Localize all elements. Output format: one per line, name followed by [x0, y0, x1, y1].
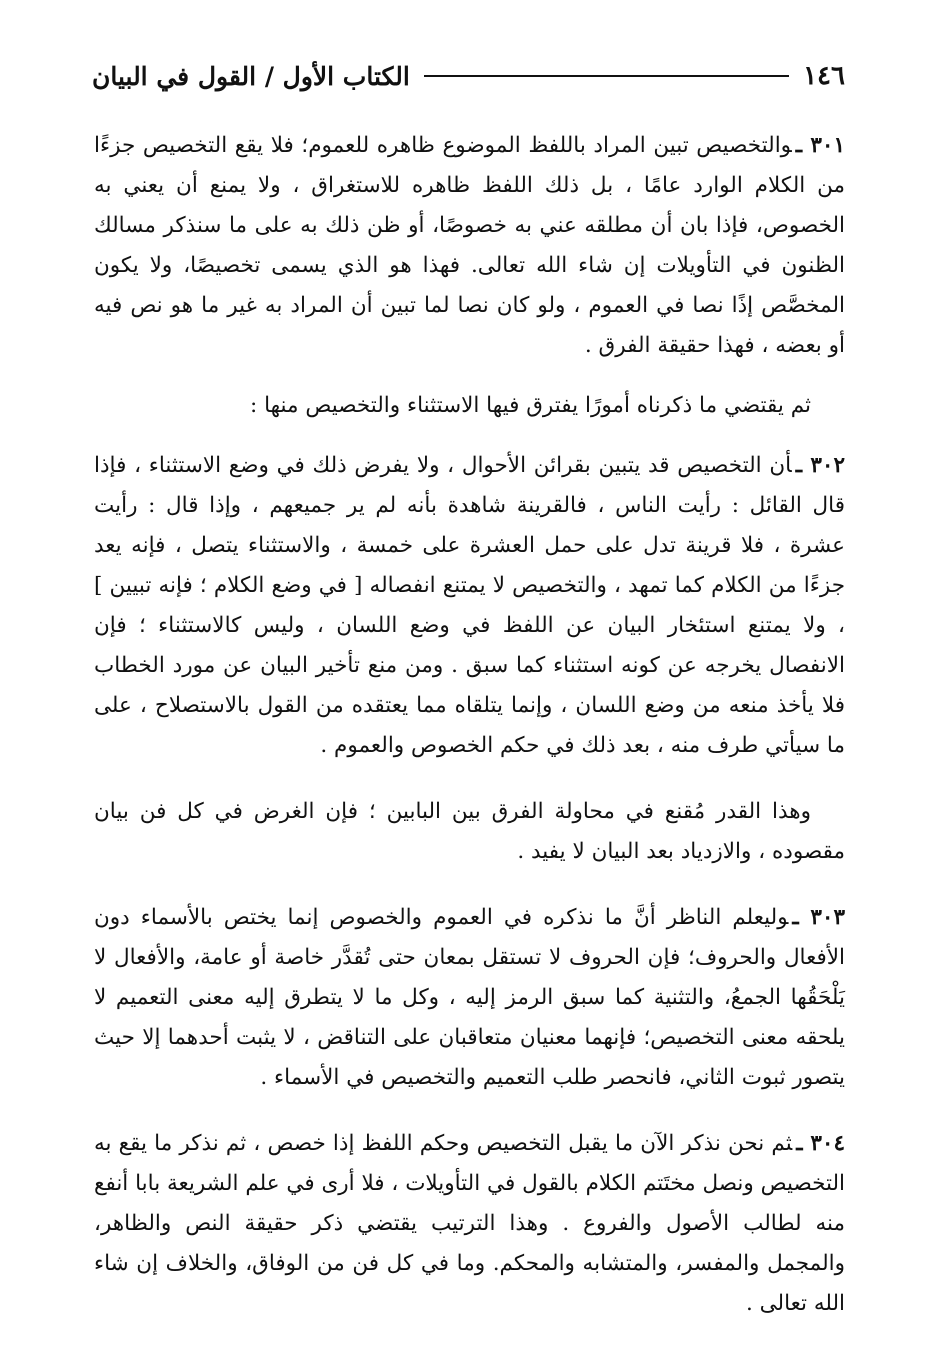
- page-body: [94, 126, 845, 1324]
- paragraph-number: ٣٠٤ ـ: [796, 1131, 845, 1156]
- paragraph-text: ثم يقتضي ما ذكرناه أمورًا يفترق فيها الاستثناء والتخصيص منها :: [250, 393, 811, 418]
- header-rule: [424, 75, 789, 77]
- paragraph-304: [94, 1124, 845, 1324]
- paragraph-text: وهذا القدر مُقنع في محاولة الفرق بين البابين ؛ فإن الغرض في كل فن بيان مقصوده ، والازدياد بعد البيان لا يفيد .: [94, 799, 845, 864]
- paragraph-text: أن التخصيص قد يتبين بقرائن الأحوال ، ولا يفرض ذلك في وضع الاستثناء ، فإذا قال القائل : رأيت الناس ، فالقرينة شاهدة بأنه لم ير جميعهم ، وإذا قال : رأيت عشرة ، فلا قرينة تدل على حمل العشرة على خمسة ، والاستثناء يتصل ، فإنه يعد جزءًا من الكلام كما تمهد ، والتخصيص لا يمتنع انفصاله [ في وضع الكلام ؛ فإنه تبيين ] ، ولا يمتنع استئخار البيان عن اللفظ في وضع اللسان ، وليس كالاستثناء ؛ فإن الانفصال يخرجه عن كونه استثناء كما سبق . ومن منع تأخير البيان عن مورد الخطاب فلا يأخذ منعه من وضع اللسان ، وإنما يتلقاه مما يعتقده من القول بالاستصلاح ، على ما سيأتي طرف منه ، بعد ذلك في حكم الخصوص والعموم .: [94, 453, 845, 758]
- running-title: الكتاب الأول / القول في البيان: [92, 61, 410, 91]
- page-header: [92, 56, 845, 96]
- paragraph-conclusion: [94, 792, 845, 872]
- paragraph-number: ٣٠٣ ـ: [792, 905, 845, 930]
- paragraph-text: والتخصيص تبين المراد باللفظ الموضوع ظاهره للعموم؛ فلا يقع التخصيص جزءًا من الكلام الوارد عامًا ، بل ذلك اللفظ ظاهره للاستغراق ، ولا يمنع أن يعني به الخصوص، فإذا بان أن مطلقه عني به خصوصًا، أو ظن ذلك به على ما سنذكر مسالك الظنون في التأويلات إن شاء الله تعالى. فهذا هو الذي يسمى تخصيصًا، ولا يكون المخصَّص إذًا نصا في العموم ، ولو كان نصا لما تبين أن المراد به غير ما هو نص فيه أو بعضه ، فهذا حقيقة الفرق .: [94, 133, 845, 358]
- paragraph-301: [94, 126, 845, 366]
- paragraph-303: [94, 898, 845, 1098]
- paragraph-text: ثم نحن نذكر الآن ما يقبل التخصيص وحكم اللفظ إذا خصص ، ثم نذكر ما يقع به التخصيص ونصل مختَتم الكلام بالقول في التأويلات ، فلا أرى في علم الشريعة بابا أنفع منه لطالب الأصول والفروع . وهذا الترتيب يقتضي ذكر حقيقة النص والظاهر، والمجمل والمفسر، والمتشابه والمحكم. وما في كل فن من الوفاق، والخلاف إن شاء الله تعالى .: [94, 1131, 845, 1316]
- paragraph-text: وليعلم الناظر أنَّ ما نذكره في العموم والخصوص إنما يختص بالأسماء دون الأفعال والحروف؛ فإن الحروف لا تستقل بمعان حتى تُقدَّر خاصة أو عامة، والأفعال لا يَلْحَقُها الجمعُ، والتثنية كما سبق الرمز إليه ، وكل ما لا يتطرق إليه معنى التعميم لا يلحقه معنى التخصيص؛ فإنهما معنيان متعاقبان على التناقض ، لا يثبت أحدهما إلا حيث يتصور ثبوت الثاني، فانحصر طلب التعميم والتخصيص في الأسماء .: [94, 905, 845, 1090]
- paragraph-number: ٣٠١ ـ: [795, 133, 845, 158]
- paragraph-number: ٣٠٢ ـ: [795, 453, 845, 478]
- paragraph-intro-differences: [94, 386, 845, 426]
- paragraph-302: [94, 446, 845, 766]
- page-number: ١٤٦: [803, 61, 845, 91]
